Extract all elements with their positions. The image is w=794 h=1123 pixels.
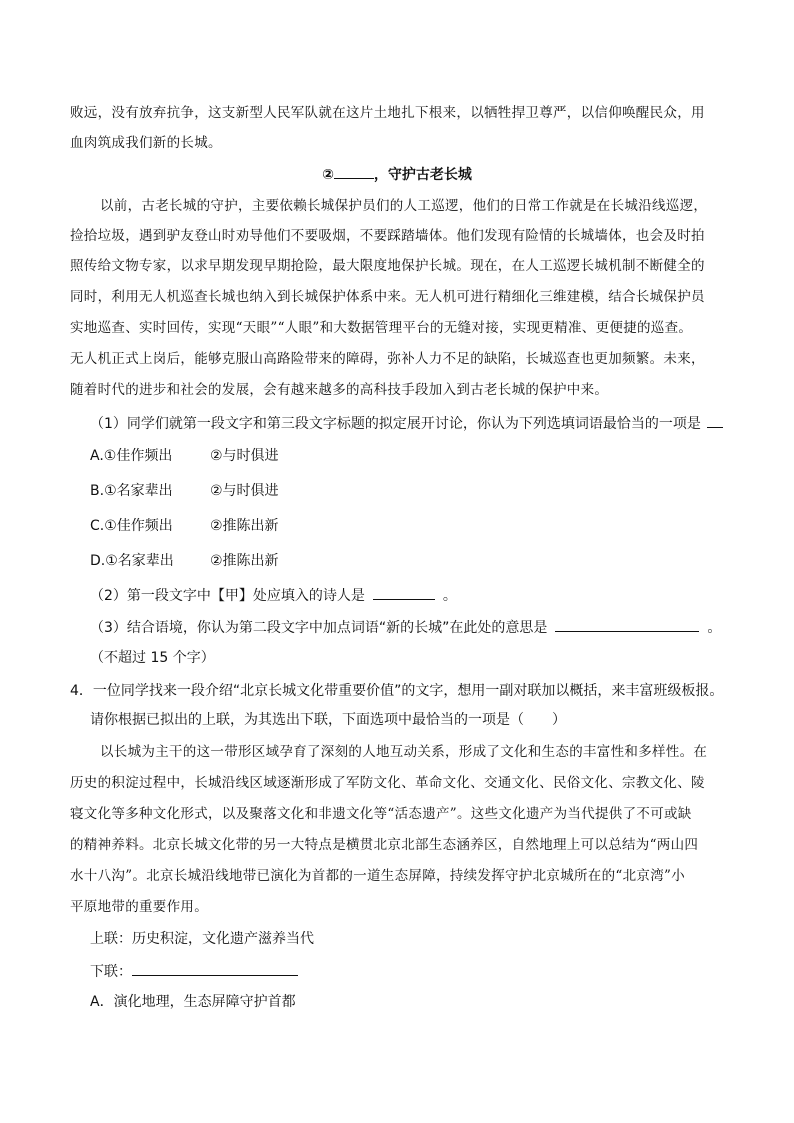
question1-stem-text: （1）同学们就第一段文字和第三段文字标题的拟定展开讨论，你认为下列选填词语最恰当的一项是	[90, 416, 701, 432]
section3-line: 同时，利用无人机巡查长城也纳入到长城保护体系中来。无人机可进行精细化三维建模，结合长城保护员	[70, 289, 705, 305]
question1-option-b-part2: ②与时俱进	[210, 483, 279, 499]
question4-passage-line: 的精神养料。北京长城文化带的另一大特点是横贯北京北部生态涵养区，自然地理上可以总结为“两山四	[70, 837, 699, 853]
section3-title-blank	[334, 164, 374, 179]
question3-answer-blank	[555, 617, 699, 632]
option-part1: ①名家辈出	[105, 553, 174, 569]
question2-answer-blank	[373, 585, 435, 600]
question4-option-a: A．演化地理，生态屏障守护首都	[90, 994, 296, 1010]
section3-line: 实地巡查、实时回传，实现“天眼”“人眼”和大数据管理平台的无缝对接，实现更精准、更便捷的巡查。	[70, 320, 693, 336]
question1-option-c-part2: ②推陈出新	[210, 518, 279, 534]
section3-title-number: ②	[322, 167, 334, 183]
passage1-line1: 败远，没有放弃抗争，这支新型人民军队就在这片土地扎下根来，以牺牲捍卫尊严，以信仰唤醒民众，用	[70, 105, 705, 121]
question3-stem	[90, 617, 721, 638]
question4-passage-line: 水十八沟”。北京长城沿线地带已演化为首都的一道生态屏障，持续发挥守护北京城所在的“北京湾”小	[70, 868, 686, 884]
section3-line: 无人机正式上岗后，能够克服山高路险带来的障碍，弥补人力不足的缺陷，长城巡查也更加频繁。未来，	[70, 351, 705, 367]
option-part1: ①佳作频出	[103, 448, 173, 464]
question1-option-b	[90, 481, 173, 501]
couplet-upper: 上联：历史积淀，文化遗产滋养当代	[90, 931, 314, 947]
section3-title-text: ，守护古老长城	[373, 167, 472, 183]
question1-option-a-part2: ②与时俱进	[210, 448, 279, 464]
option-letter: D.	[90, 553, 106, 569]
question3-stem-text: （3）结合语境，你认为第二段文字中加点词语“新的长城”在此处的意思是	[90, 620, 548, 636]
couplet-lower-blank	[132, 961, 298, 976]
option-letter: C.	[90, 518, 105, 534]
question1-option-c	[90, 516, 173, 536]
question1-option-a	[90, 446, 172, 466]
option-letter: B.	[90, 483, 105, 499]
question4-passage-line: 寝文化等多种文化形式，以及聚落文化和非遗文化等“活态遗产”。这些文化遗产为当代提供了不可或缺	[70, 806, 692, 822]
option-part1: ①佳作频出	[104, 518, 173, 534]
question2-stem	[90, 585, 457, 606]
question4-line1: 4．一位同学找来一段介绍“北京长城文化带重要价值”的文字，想用一副对联加以概括，来丰富班级板报。	[70, 683, 724, 699]
section3-line: 捡拾垃圾，遇到驴友登山时劝导他们不要吸烟，不要踩踏墙体。他们发现有险情的长城墙体，也会及时拍	[70, 228, 705, 244]
section3-line: 照传给文物专家，以求早期发现早期抢险，最大限度地保护长城。现在，在人工巡逻长城机制不断健全的	[70, 258, 705, 274]
section3-line: 以前，古老长城的守护，主要依赖长城保护员们的人工巡逻，他们的日常工作就是在长城沿线巡逻，	[100, 198, 708, 214]
section3-line: 随着时代的进步和社会的发展，会有越来越多的高科技手段加入到古老长城的保护中来。	[70, 382, 609, 398]
question2-stem-text: （2）第一段文字中【甲】处应填入的诗人是	[90, 588, 365, 604]
question1-option-d	[90, 551, 174, 571]
question1-stem	[90, 413, 723, 434]
question4-passage-line: 历史的积淀过程中，长城沿线区域逐渐形成了军防文化、革命文化、交通文化、民俗文化、宗教文化、陵	[70, 775, 705, 791]
question4-passage-line: 平原地带的重要作用。	[70, 899, 208, 915]
question2-end: 。	[442, 588, 457, 604]
passage1-line2: 血肉筑成我们新的长城。	[70, 135, 222, 151]
option-part1: ①名家辈出	[104, 483, 173, 499]
question1-answer-blank	[707, 413, 723, 428]
question3-note: （不超过 15 个字）	[90, 650, 215, 666]
question4-line2: 请你根据已拟出的上联，为其选出下联，下面选项中最恰当的一项是（ ）	[90, 712, 566, 728]
section3-title	[0, 164, 794, 185]
question4-passage-line: 以长城为主干的这一带形区域孕育了深刻的人地互动关系，形成了文化和生态的丰富性和多样性。在	[100, 744, 708, 760]
couplet-lower-label: 下联：	[90, 964, 132, 980]
couplet-lower	[90, 961, 298, 982]
question1-option-d-part2: ②推陈出新	[210, 553, 279, 569]
option-letter: A.	[90, 448, 104, 464]
question3-end: 。	[707, 620, 722, 636]
